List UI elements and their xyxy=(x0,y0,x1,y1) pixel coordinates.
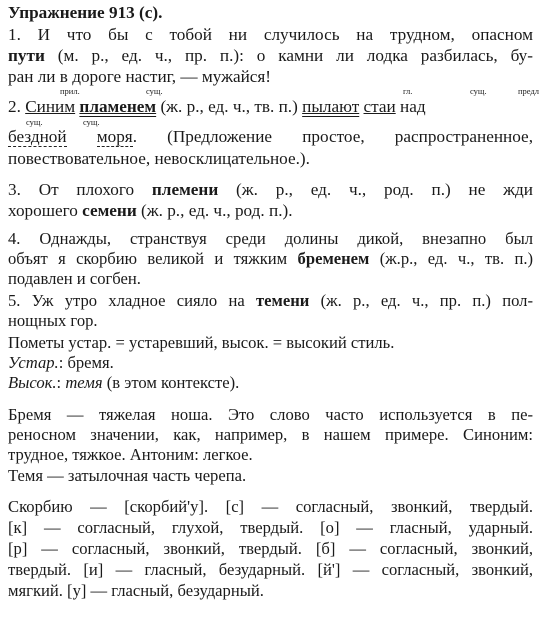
s3-line-1-pre: 3. От плохого xyxy=(8,180,152,199)
pos-label-noun-1: сущ. xyxy=(146,86,163,96)
s5-line-2: нощных гор. xyxy=(8,311,98,330)
s2-line-2-rest: . (Предложение простое, распространенное, xyxy=(132,127,533,146)
s4-line-2-pre: объят я скорбию великой и тяжким xyxy=(8,249,298,268)
marks-line-2-rest: : бремя. xyxy=(58,353,114,372)
s1-line-2 xyxy=(8,45,533,66)
s3-line-2-pre: хорошего xyxy=(8,201,83,220)
word-bremenem: бременем xyxy=(297,249,370,268)
pos-label-verb: гл. xyxy=(403,86,413,96)
s1-line-1: 1. И что бы с тобой ни случилось на трудном, опасном xyxy=(8,25,533,44)
exercise-title: Упражнение 913 (с). xyxy=(8,3,163,22)
word-stai: стаи xyxy=(363,97,396,116)
s2-line-1 xyxy=(8,96,538,117)
s5-line-1 xyxy=(8,291,533,311)
s3-line-2-post: (ж. р., ед. ч., род. п.). xyxy=(136,201,293,220)
marks-line-3-rest: (в этом контексте). xyxy=(102,373,240,392)
word-bezdnoy: бездной xyxy=(8,127,67,146)
word-sinim: Синим xyxy=(25,97,76,116)
word-pylayut: пылают xyxy=(302,97,360,116)
burden-line-3: трудное, тяжкое. Антоним: легкое. xyxy=(8,445,253,464)
word-puti: пути xyxy=(8,46,45,65)
s5-line-1-post: (ж. р., ед. ч., пр. п.) пол- xyxy=(309,291,533,310)
pos-label-noun-4: сущ. xyxy=(83,117,100,127)
phonetic-line-5: мягкий. [у] — гласный, безударный. xyxy=(8,581,264,600)
s2-line-2 xyxy=(8,126,533,147)
s4-line-1: 4. Однажды, странствуя среди долины дикой, внезапно был xyxy=(8,229,533,248)
s3-line-1 xyxy=(8,179,533,200)
s4-line-2 xyxy=(8,249,533,269)
word-temeni: темени xyxy=(256,291,310,310)
burden-line-2: реносном значении, как, например, в нашем примере. Синоним: xyxy=(8,425,533,444)
s2-number: 2. xyxy=(8,97,26,116)
s2-line-3: повествовательное, невосклицательное.). xyxy=(8,149,310,168)
marks-label-ustar: Устар. xyxy=(8,353,59,372)
s5-line-1-pre: 5. Уж утро хладное сияло на xyxy=(8,291,257,310)
s1-line-3: ран ли в дороге настиг, — мужайся! xyxy=(8,67,272,86)
phonetic-line-1: Скорбию — [скорбий'у]. [с] — согласный, звонкий, твердый. xyxy=(8,497,533,516)
phonetic-line-3: [р] — согласный, звонкий, твердый. [б] — согласный, звонкий, xyxy=(8,539,533,558)
s2-grammar: (ж. р., ед. ч., тв. п.) xyxy=(156,97,303,116)
pos-label-noun-3: сущ. xyxy=(26,117,43,127)
s1-line-2-rest: (м. р., ед. ч., пр. п.): о камни ли лодка разбилась, бу- xyxy=(44,46,533,65)
marks-line-3 xyxy=(8,373,533,393)
word-nad: над xyxy=(400,97,426,116)
s4-line-3: подавлен и согбен. xyxy=(8,269,141,288)
word-plemeni: племени xyxy=(151,180,219,199)
s4-line-2-post: (ж.р., ед. ч., тв. п.) xyxy=(369,249,533,268)
s3-line-1-post: (ж. р., ед. ч., род. п.) не жди xyxy=(218,180,533,199)
marks-sep: : xyxy=(56,373,66,392)
marks-line-2 xyxy=(8,353,533,373)
marks-label-vysok: Высок. xyxy=(8,373,57,392)
word-semeni: семени xyxy=(82,201,137,220)
pos-label-prep: предл xyxy=(518,86,540,96)
word-plamenem: пламенем xyxy=(79,97,157,116)
marks-line-1: Пометы устар. = устаревший, высок. = высокий стиль. xyxy=(8,333,395,352)
word-morya: моря xyxy=(96,127,133,146)
crown-line-1: Темя — затылочная часть черепа. xyxy=(8,466,247,485)
word-temya: темя xyxy=(65,373,103,392)
s3-line-2 xyxy=(8,200,533,221)
phonetic-line-4: твердый. [и] — гласный, безударный. [й'] — согласный, звонкий, xyxy=(8,560,533,579)
burden-line-1: Бремя — тяжелая ноша. Это слово часто используется в пе- xyxy=(8,405,533,424)
pos-label-adj: прил. xyxy=(60,86,80,96)
phonetic-line-2: [к] — согласный, глухой, твердый. [о] — гласный, ударный. xyxy=(8,518,533,537)
pos-label-noun-2: сущ. xyxy=(470,86,487,96)
